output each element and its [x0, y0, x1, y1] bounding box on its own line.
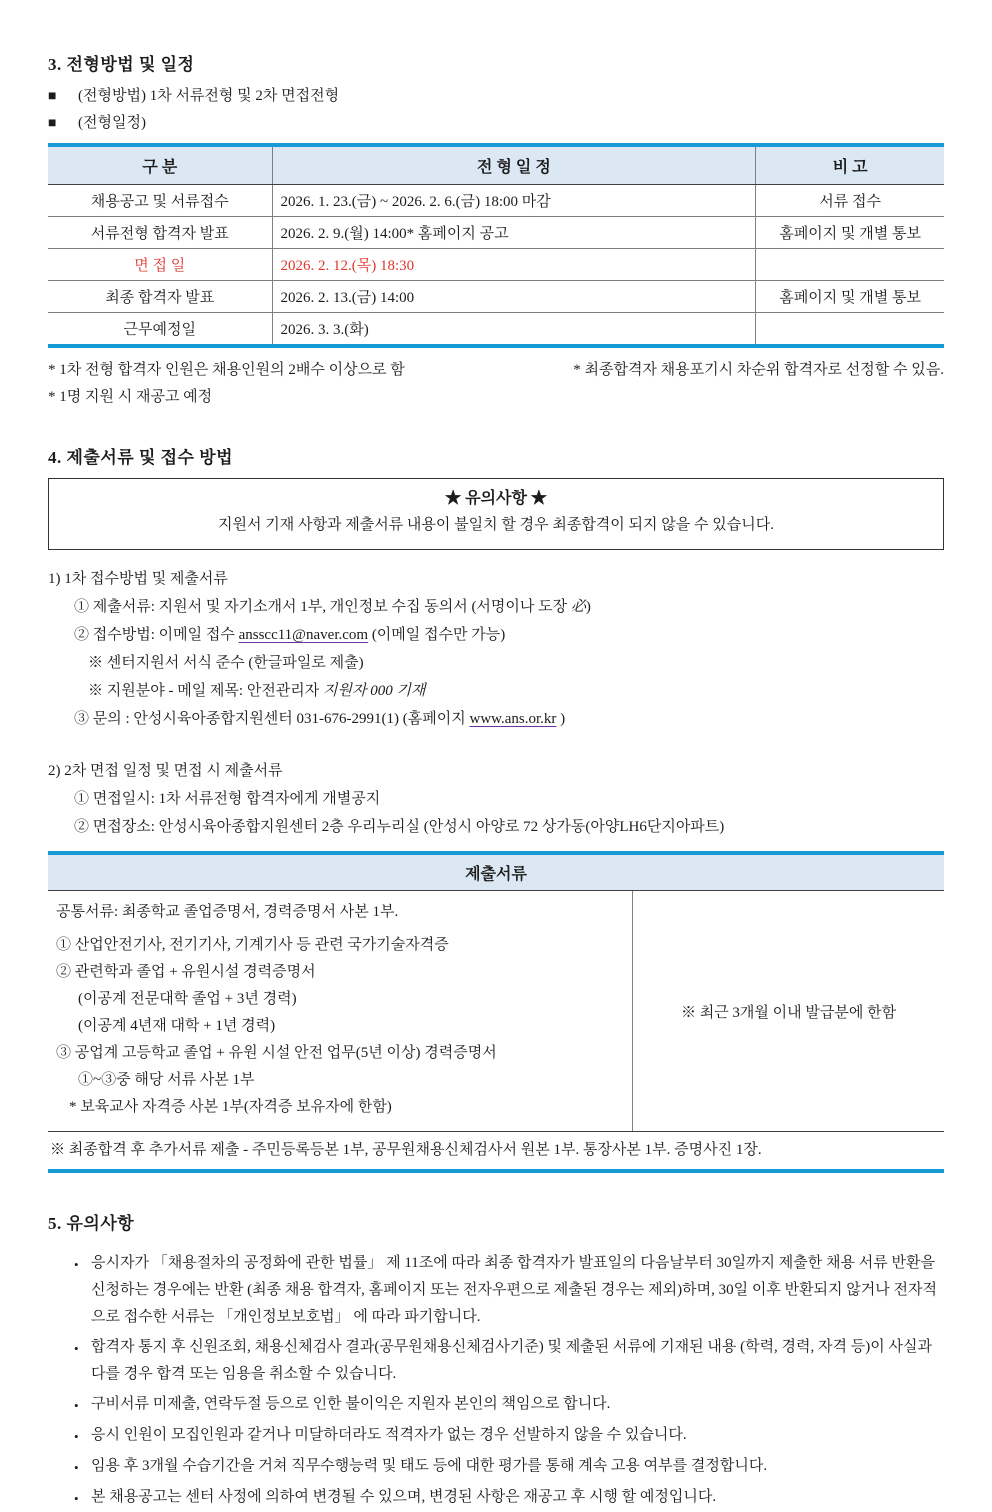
row-schedule: 2026. 3. 3.(화)	[272, 313, 756, 347]
documents-side-note: ※ 최근 3개월 이내 발급분에 한함	[680, 1004, 897, 1021]
method2-section	[48, 757, 944, 841]
method1-line2-close: (이메일 접수만 가능)	[368, 627, 506, 643]
section5-title: 5. 유의사항	[48, 1214, 135, 1233]
schedule-text: (전형일정)	[78, 115, 146, 131]
method1-line5	[48, 705, 944, 733]
method1-line2	[48, 621, 944, 649]
row-schedule: 2026. 2. 9.(월) 14:00* 홈페이지 공고	[272, 217, 756, 249]
section3-title: 3. 전형방법 및 일정	[48, 55, 195, 74]
section4-title: 4. 제출서류 및 접수 방법	[48, 448, 234, 467]
bullet-icon: •	[74, 1429, 79, 1444]
footnote-right: * 최종합격자 채용포기시 차순위 합격자로 선정할 수 있음.	[573, 362, 944, 378]
row-note: 홈페이지 및 개별 통보	[756, 217, 944, 249]
caution-notice-box	[48, 478, 944, 550]
row-note	[756, 313, 944, 347]
caution-body: 지원서 기재 사항과 제출서류 내용이 불일치 할 경우 최종합격이 되지 않을 수 있습니다.	[218, 517, 774, 533]
schedule-line	[48, 110, 944, 137]
method-line	[48, 83, 944, 110]
document-item: ①~③중 해당 서류 사본 1부	[78, 1072, 255, 1088]
table-row-interview-highlight	[48, 249, 944, 281]
list-item	[74, 1250, 944, 1331]
note-text: 합격자 통지 후 신원조회, 채용신체검사 결과(공무원채용신체검사기준) 및 제출된 서류에 기재된 내용 (학력, 경력, 자격 등)이 사실과 다를 경우 합격 또는 임용을 취소할 수 있습니다.	[91, 1339, 932, 1382]
list-item	[74, 1422, 944, 1450]
applicant-name-placeholder: 지원자 000 기재	[323, 683, 426, 699]
email-link[interactable]: ansscc11@naver.com	[238, 627, 369, 643]
method-text: (전형방법) 1차 서류전형 및 2차 면접전형	[78, 88, 340, 104]
schedule-table	[48, 143, 944, 348]
row-category: 최종 합격자 발표	[48, 281, 272, 313]
list-item	[74, 1453, 944, 1481]
table-row	[48, 185, 944, 217]
document-item: ③ 공업계 고등학교 졸업 + 유원 시설 안전 업무(5년 이상) 경력증명서	[56, 1045, 497, 1061]
notes-list	[48, 1250, 944, 1512]
method1-line2-text: ② 접수방법: 이메일 접수	[74, 627, 239, 643]
column-header-note: 비 고	[756, 145, 944, 185]
website-link[interactable]: www.ans.or.kr	[469, 711, 557, 727]
method1-line5-close: )	[556, 711, 566, 727]
note-text: 응시 인원이 모집인원과 같거나 미달하더라도 적격자가 없는 경우 선발하지 않을 수 있습니다.	[91, 1427, 687, 1443]
method1-line4-text: ※ 지원분야 - 메일 제목: 안전관리자	[88, 683, 324, 699]
documents-side-note-cell	[633, 891, 944, 1131]
documents-list-cell	[48, 891, 633, 1131]
method1-line4	[48, 677, 944, 705]
column-header-category: 구 분	[48, 145, 272, 185]
schedule-footnotes	[48, 357, 944, 411]
documents-common: 공통서류: 최종학교 졸업증명서, 경력증명서 사본 1부.	[56, 904, 399, 920]
list-item	[74, 1484, 944, 1512]
method1-line1-text: ① 제출서류: 지원서 및 자기소개서 1부, 개인정보 수집 동의서 (서명이나 도장	[74, 599, 571, 615]
row-category: 채용공고 및 서류접수	[48, 185, 272, 217]
note-text: 구비서류 미제출, 연락두절 등으로 인한 불이익은 지원자 본인의 책임으로 합니다.	[91, 1396, 611, 1412]
method1-line1-close: )	[585, 599, 591, 615]
bullet-icon: •	[74, 1398, 79, 1413]
column-header-schedule: 전 형 일 정	[272, 145, 756, 185]
documents-footer-note: ※ 최종합격 후 추가서류 제출 - 주민등록등본 1부, 공무원채용신체검사서 원본 1부. 통장사본 1부. 증명사진 1장.	[50, 1142, 762, 1158]
method1-line3: ※ 센터지원서 서식 준수 (한글파일로 제출)	[88, 655, 364, 671]
footnote-second: * 1명 지원 시 재공고 예정	[48, 389, 213, 405]
method1-title: 1) 1차 접수방법 및 제출서류	[48, 571, 228, 587]
method1-section	[48, 565, 944, 733]
square-bullet-icon: ■	[48, 89, 57, 104]
row-schedule: 2026. 2. 12.(목) 18:30	[272, 249, 756, 281]
method1-line5-text: ③ 문의 : 안성시육아종합지원센터 031-676-2991(1) (홈페이지	[74, 711, 470, 727]
table-header-row	[48, 145, 944, 185]
documents-table-header: 제출서류	[48, 855, 944, 891]
document-item: ② 관련학과 졸업 + 유원시설 경력증명서	[56, 964, 316, 980]
row-schedule: 2026. 1. 23.(금) ~ 2026. 2. 6.(금) 18:00 마감	[272, 185, 756, 217]
document-item: (이공계 전문대학 졸업 + 3년 경력)	[78, 991, 297, 1007]
note-text: 응시자가 「채용절차의 공정화에 관한 법률」 제 11조에 따라 최종 합격자가 발표일의 다음날부터 30일까지 제출한 채용 서류 반환을 신청하는 경우에는 반환 (최종 채용 합격자, 홈페이지 또는 전자우편으로 제출된 경우는 제외)하며, 30일 이후 반환되지 않거나 전자적으로 접수한 서류는 「개인정보보호법」 에 따라 파기합니다.	[91, 1255, 937, 1325]
table-row	[48, 217, 944, 249]
document-item: (이공계 4년재 대학 + 1년 경력)	[78, 1018, 276, 1034]
note-text: 본 채용공고는 센터 사정에 의하여 변경될 수 있으며, 변경된 사항은 재공고 후 시행 할 예정입니다.	[91, 1489, 717, 1505]
table-row	[48, 313, 944, 347]
document-item: * 보육교사 자격증 사본 1부(자격증 보유자에 한함)	[69, 1099, 392, 1115]
method2-title: 2) 2차 면접 일정 및 면접 시 제출서류	[48, 763, 283, 779]
documents-table-body	[48, 891, 944, 1132]
note-text: 임용 후 3개월 수습기간을 거쳐 직무수행능력 및 태도 등에 대한 평가를 통해 계속 고용 여부를 결정합니다.	[91, 1458, 768, 1474]
bullet-icon: •	[74, 1460, 79, 1475]
bullet-icon: •	[74, 1257, 79, 1272]
method2-line1: ① 면접일시: 1차 서류전형 합격자에게 개별공지	[74, 791, 381, 807]
bullet-icon: •	[74, 1341, 79, 1356]
square-bullet-icon: ■	[48, 116, 57, 131]
row-category: 근무예정일	[123, 322, 196, 338]
document-item: ① 산업안전기사, 전기기사, 기계기사 등 관련 국가기술자격증	[56, 937, 449, 953]
footnote-left: * 1차 전형 합격자 인원은 채용인원의 2배수 이상으로 함	[48, 362, 405, 378]
row-note	[756, 249, 944, 281]
list-item	[74, 1391, 944, 1419]
row-category: 서류전형 합격자 발표	[48, 217, 272, 249]
documents-table	[48, 851, 944, 1173]
row-note: 홈페이지 및 개별 통보	[756, 281, 944, 313]
row-category: 면 접 일	[48, 249, 272, 281]
list-item	[74, 1334, 944, 1388]
row-schedule: 2026. 2. 13.(금) 14:00	[272, 281, 756, 313]
method1-line1	[48, 593, 944, 621]
must-mark: 必	[570, 599, 586, 615]
method2-line2: ② 면접장소: 안성시육아종합지원센터 2층 우리누리실 (안성시 아양로 72 상가동(아양LH6단지아파트)	[74, 819, 725, 835]
caution-title: ★ 유의사항 ★	[445, 490, 547, 507]
table-row	[48, 281, 944, 313]
bullet-icon: •	[74, 1491, 79, 1506]
row-note: 서류 접수	[756, 185, 944, 217]
